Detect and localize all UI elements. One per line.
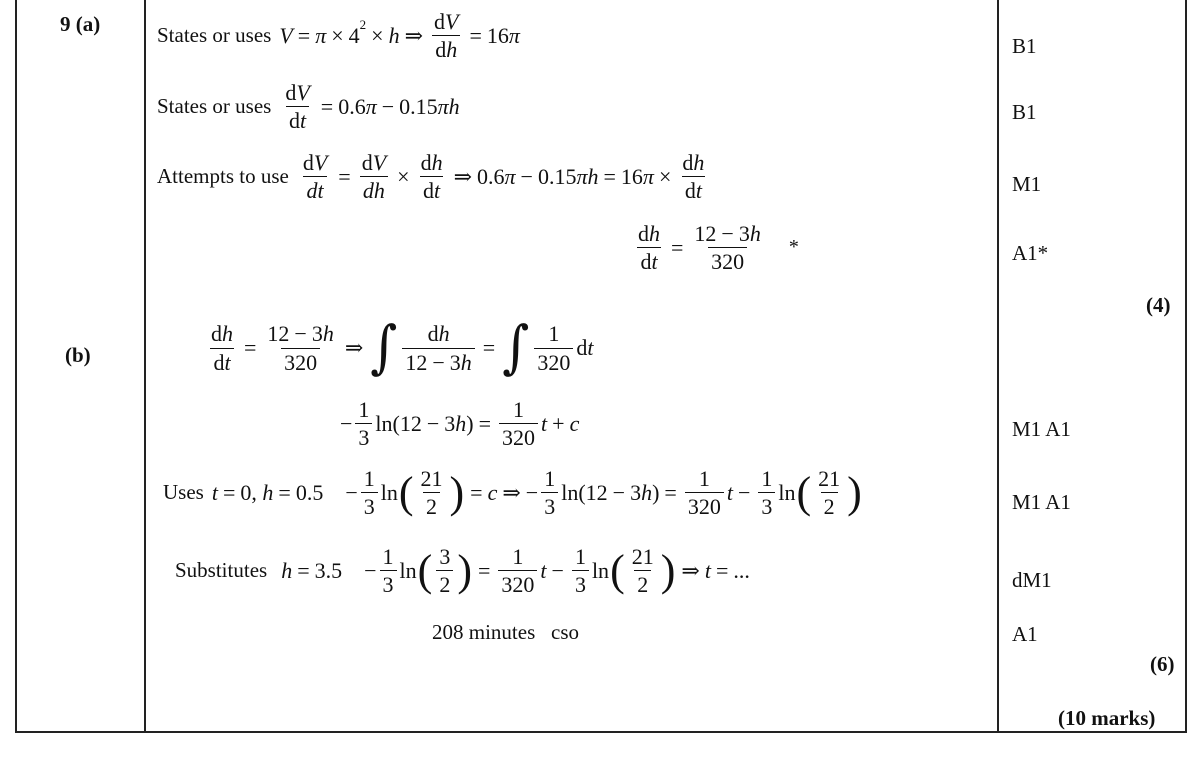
line-b5: 208 minutes cso <box>432 620 579 644</box>
mark-b2: M1 A1 <box>1012 417 1071 441</box>
line-a3: Attempts to use $\frac{dV}{dt}$ = $\frac{dV}{dh}$ × $\frac{dh}{dt}$ ⇒ 0.6 π − 0.15 πh = 16 π × $\frac{dh}{dt}$ <box>157 150 705 204</box>
mark-a1: B1 <box>1012 34 1037 58</box>
question-label-a: 9 (a) <box>60 12 101 36</box>
question-label-b: (b) <box>65 343 91 367</box>
line-a4-star: * <box>788 236 799 259</box>
line-a2-prefix: States or uses <box>157 94 272 119</box>
mark-a4: A1* <box>1012 241 1049 265</box>
line-b3-prefix: Uses <box>163 480 204 505</box>
mark-b5: A1 <box>1012 622 1038 646</box>
line-a1: States or uses V = π × 4 2 × h ⇒ $\frac{dV}{dh}$ = 16 π <box>157 9 520 63</box>
total-a: (4) <box>1146 293 1171 317</box>
mark-b4: dM1 <box>1012 568 1052 592</box>
line-b3: Uses t = 0, h = 0.5 − $\frac{1}{3}$ ln ( $\frac{21}{2}$ ) = c ⇒ − $\frac{1}{3}$ ln(12 − 3 h ) = $\frac{1}{320}$ t − $\frac{1}{3}$ ln ( $\frac{21}{2}$ ) <box>163 466 862 520</box>
grand-total: (10 marks) <box>1058 706 1156 730</box>
mark-a2: B1 <box>1012 100 1037 124</box>
line-a2: States or uses $\frac{dV}{dt}$ = 0.6 π − 0.15 πh <box>157 80 460 134</box>
line-b1: $\frac{dh}{dt}$ = $\frac{12 - 3h}{320}$ ⇒ ∫ $\frac{dh}{12 - 3h}$ = ∫ $\frac{1}{320}$ d t <box>211 315 594 381</box>
line-a4: $\frac{dh}{dt}$ = $\frac{12 - 3h}{320}$ * <box>638 221 799 275</box>
mark-a3: M1 <box>1012 172 1042 196</box>
total-b: (6) <box>1150 652 1175 676</box>
column-divider-1 <box>144 0 146 731</box>
line-b2: − $\frac{1}{3}$ ln(12 − 3 h ) = $\frac{1}{320}$ t + c <box>340 397 580 451</box>
line-b4-prefix: Substitutes <box>175 558 268 583</box>
line-b4: Substitutes h = 3.5 − $\frac{1}{3}$ ln ( $\frac{3}{2}$ ) = $\frac{1}{320}$ t − $\frac{1}{3}$ ln ( $\frac{21}{2}$ ) ⇒ t = ... <box>175 544 750 598</box>
column-divider-2 <box>997 0 999 731</box>
mark-b3: M1 A1 <box>1012 490 1071 514</box>
line-a1-prefix: States or uses <box>157 23 272 48</box>
line-a3-prefix: Attempts to use <box>157 164 289 189</box>
